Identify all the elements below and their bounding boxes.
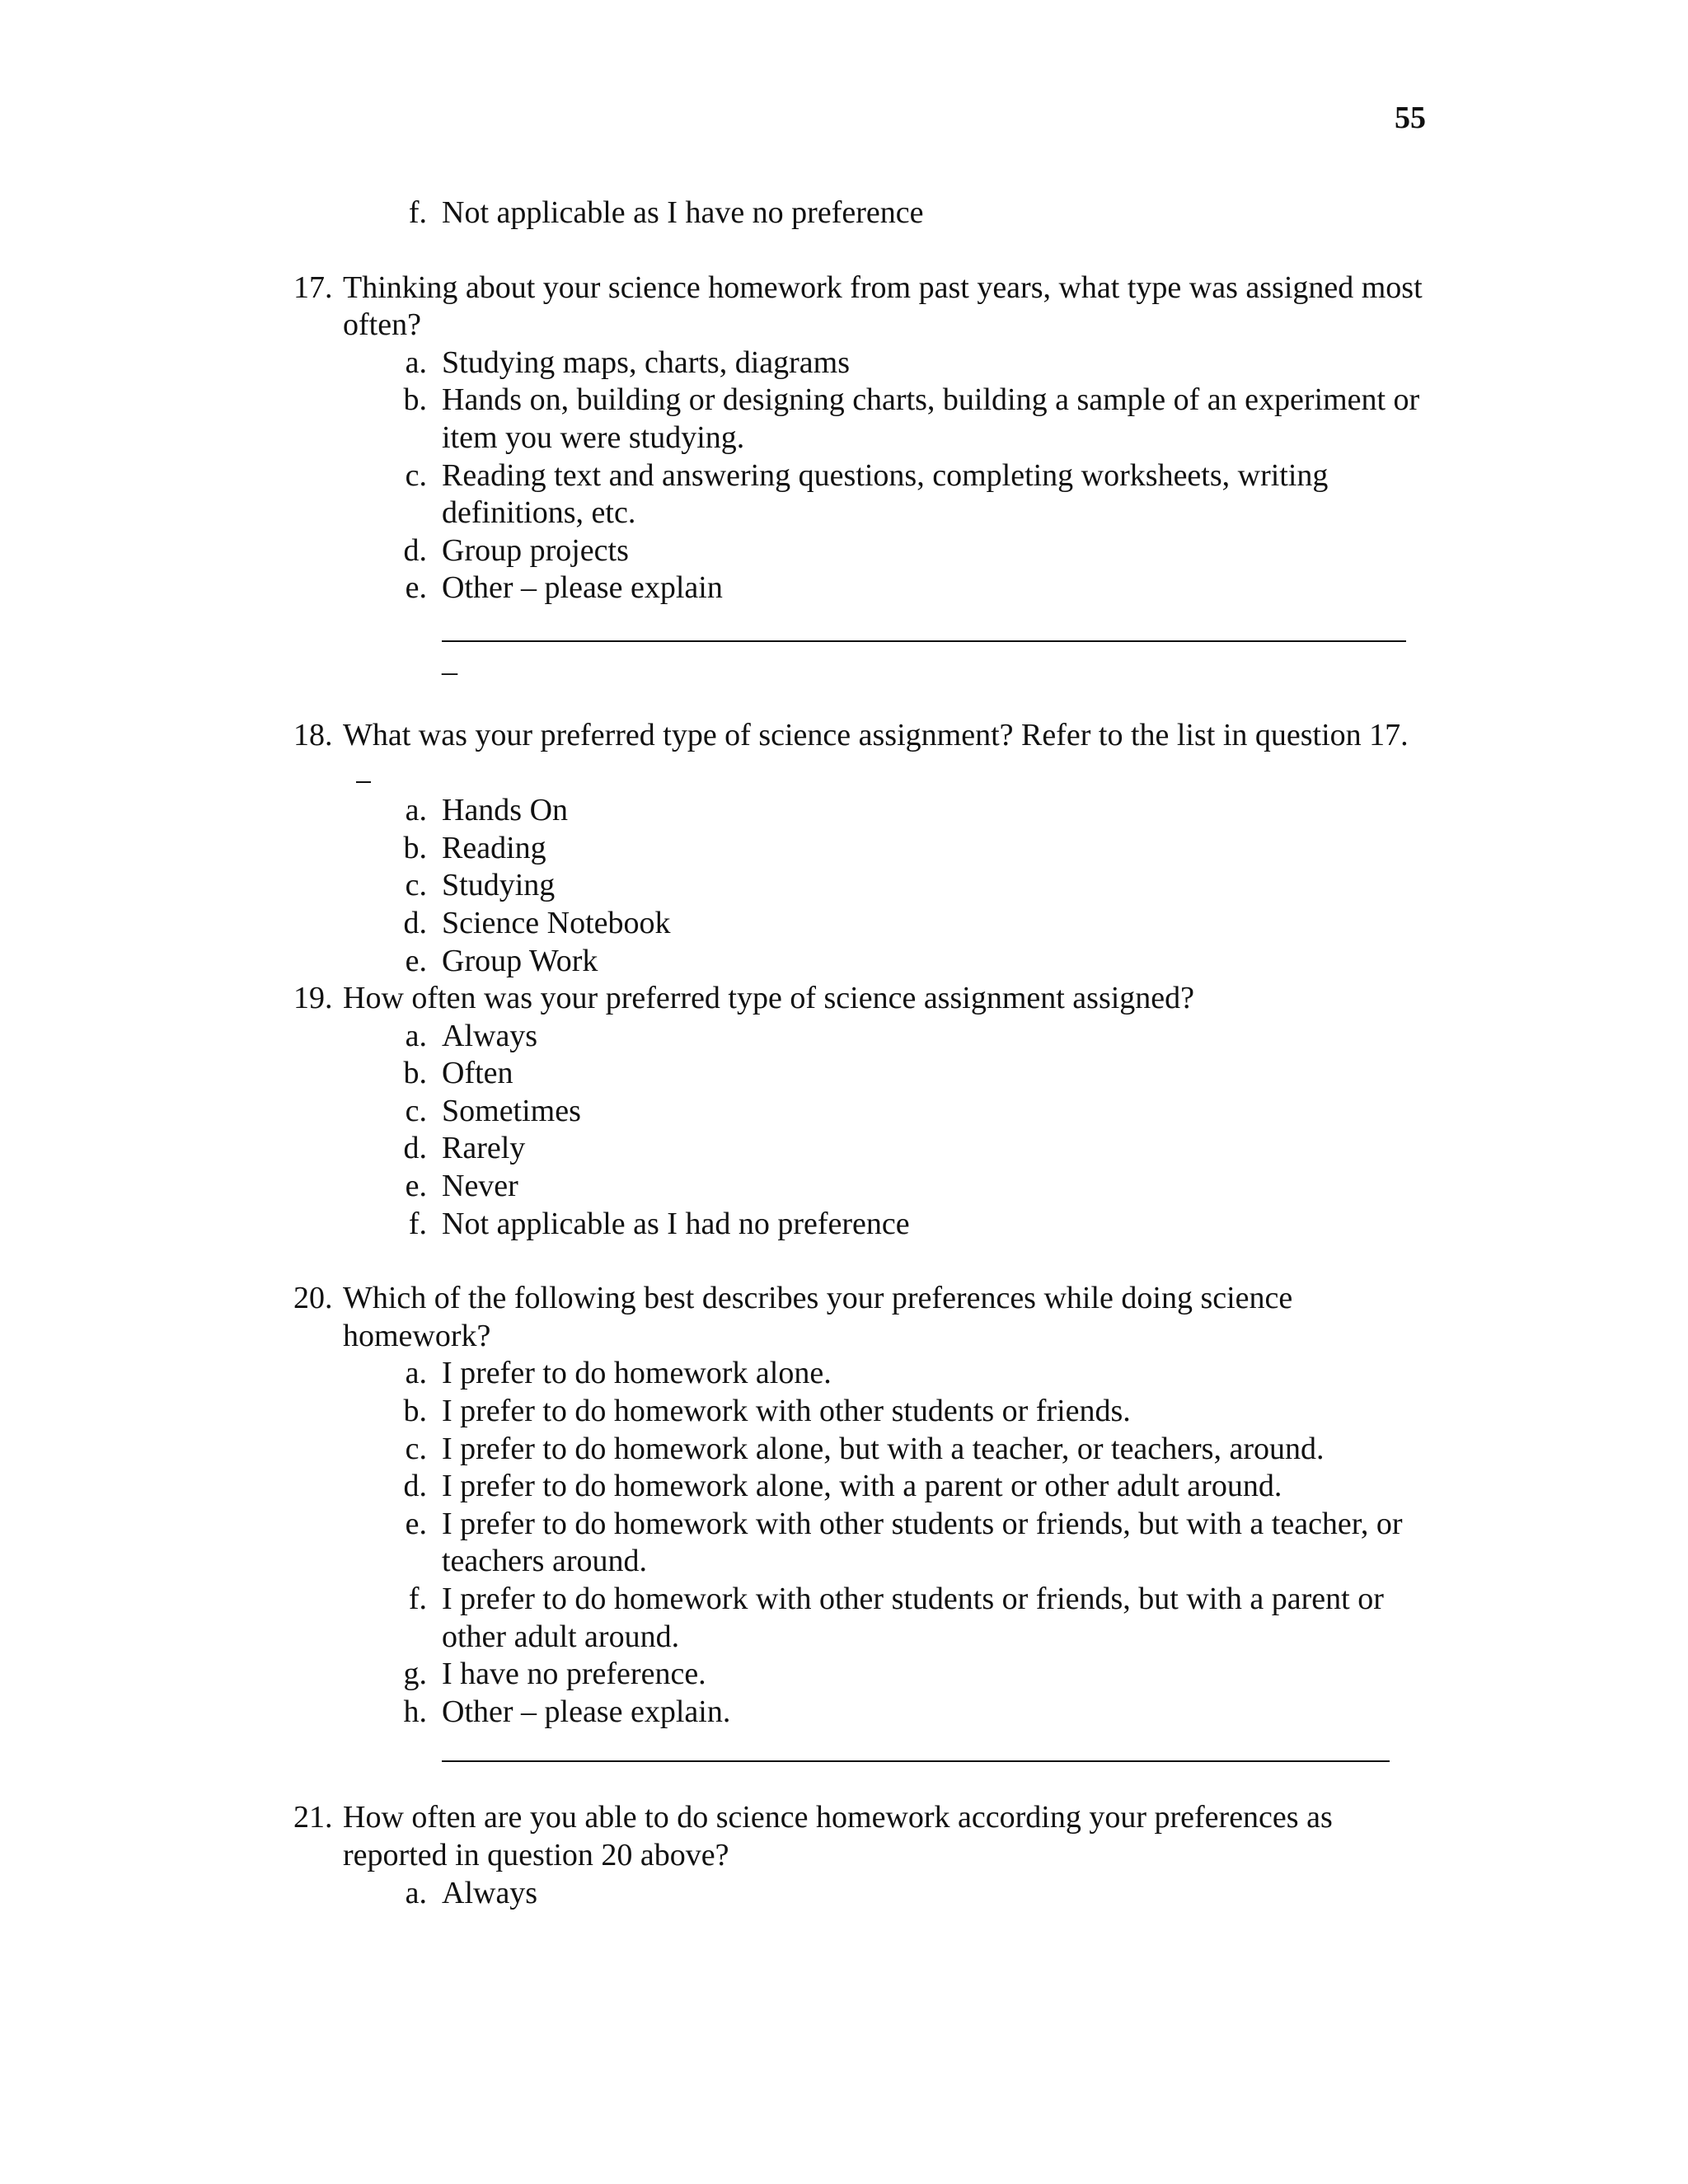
inline-answer-blank[interactable] bbox=[356, 757, 371, 783]
option-letter: f. bbox=[408, 1582, 427, 1616]
question-17 bbox=[293, 269, 1431, 344]
option-17b bbox=[293, 382, 1431, 457]
option-18e bbox=[293, 943, 1431, 981]
option-18c bbox=[293, 867, 1431, 905]
option-letter: c. bbox=[405, 1093, 427, 1128]
option-text: Often bbox=[442, 1056, 513, 1091]
option-text: I have no preference. bbox=[442, 1657, 706, 1692]
option-17a bbox=[293, 344, 1431, 382]
option-18a bbox=[293, 792, 1431, 830]
question-number: 17. bbox=[293, 269, 333, 305]
option-text: I prefer to do homework alone, with a parent or other adult around. bbox=[442, 1469, 1282, 1504]
option-letter: a. bbox=[405, 344, 427, 380]
option-letter: g. bbox=[403, 1657, 427, 1692]
question-21-options bbox=[293, 1875, 1431, 1913]
option-text: Studying maps, charts, diagrams bbox=[442, 344, 850, 380]
option-20g bbox=[293, 1656, 1431, 1694]
option-letter: a. bbox=[405, 1018, 427, 1053]
option-letter: d. bbox=[403, 532, 427, 568]
option-20f bbox=[293, 1581, 1431, 1656]
question-text: How often was your preferred type of science assignment assigned? bbox=[343, 981, 1195, 1016]
question-number: 21. bbox=[293, 1800, 333, 1835]
option-text: Hands on, building or designing charts, building a sample of an experiment or item you were studying. bbox=[442, 382, 1420, 455]
option-text: I prefer to do homework with other students or friends, but with a parent or other adult around. bbox=[442, 1582, 1384, 1654]
option-text: Science Notebook bbox=[442, 905, 671, 940]
option-letter: h. bbox=[403, 1694, 427, 1729]
answer-blank-line[interactable] bbox=[442, 1737, 1390, 1762]
question-20 bbox=[293, 1280, 1431, 1355]
option-19f bbox=[293, 1206, 1431, 1244]
question-text: Which of the following best describes your preferences while doing science homework? bbox=[343, 1281, 1293, 1353]
option-text: Group projects bbox=[442, 532, 629, 568]
option-text: I prefer to do homework alone, but with a teacher, or teachers, around. bbox=[442, 1431, 1325, 1466]
option-letter: c. bbox=[405, 868, 427, 903]
question-text: Thinking about your science homework from past years, what type was assigned most often? bbox=[343, 269, 1423, 343]
option-letter: c. bbox=[405, 1431, 427, 1466]
option-20a bbox=[293, 1355, 1431, 1393]
option-letter: f. bbox=[408, 195, 427, 230]
question-number: 20. bbox=[293, 1281, 333, 1316]
option-letter: b. bbox=[403, 382, 427, 418]
option-text: I prefer to do homework alone. bbox=[442, 1356, 832, 1391]
option-text: Always bbox=[442, 1018, 538, 1053]
option-text: Other – please explain bbox=[442, 570, 723, 606]
option-19a bbox=[293, 1018, 1431, 1056]
question-18-options bbox=[293, 792, 1431, 980]
option-18b bbox=[293, 830, 1431, 868]
answer-blank-tail: _ bbox=[442, 643, 457, 678]
option-letter: d. bbox=[403, 1469, 427, 1504]
option-17c bbox=[293, 457, 1431, 532]
option-17e bbox=[293, 569, 1431, 607]
option-text: Other – please explain. bbox=[442, 1694, 731, 1729]
option-18d bbox=[293, 905, 1431, 943]
questionnaire bbox=[293, 194, 1431, 1912]
question-text: What was your preferred type of science assignment? Refer to the list in question 17. bbox=[343, 717, 1409, 752]
option-21a bbox=[293, 1875, 1431, 1913]
option-text: Not applicable as I have no preference bbox=[442, 195, 924, 230]
question-18 bbox=[293, 717, 1431, 792]
option-20d bbox=[293, 1468, 1431, 1506]
option-text: Always bbox=[442, 1875, 538, 1910]
option-17d bbox=[293, 532, 1431, 570]
option-text: Sometimes bbox=[442, 1093, 581, 1128]
question-21 bbox=[293, 1799, 1431, 1874]
option-text: Group Work bbox=[442, 943, 598, 978]
option-letter: a. bbox=[405, 1356, 427, 1391]
question-17-options bbox=[293, 344, 1431, 607]
option-letter: e. bbox=[405, 1169, 427, 1204]
question-number: 19. bbox=[293, 981, 333, 1016]
option-19d bbox=[293, 1130, 1431, 1168]
option-19e bbox=[293, 1168, 1431, 1206]
option-19b bbox=[293, 1055, 1431, 1093]
option-20b bbox=[293, 1393, 1431, 1431]
option-letter: b. bbox=[403, 1056, 427, 1091]
question-20-options bbox=[293, 1355, 1431, 1731]
option-20h bbox=[293, 1694, 1431, 1732]
option-20e bbox=[293, 1506, 1431, 1581]
option-letter: e. bbox=[405, 943, 427, 978]
option-letter: a. bbox=[405, 1875, 427, 1910]
option-letter: f. bbox=[408, 1206, 427, 1241]
question-text: How often are you able to do science homework according your preferences as reported in question 20 above? bbox=[343, 1800, 1333, 1872]
option-text: Not applicable as I had no preference bbox=[442, 1206, 910, 1241]
option-letter: b. bbox=[403, 830, 427, 865]
option-letter: d. bbox=[403, 905, 427, 940]
option-letter: d. bbox=[403, 1131, 427, 1166]
page-number: 55 bbox=[1395, 101, 1426, 135]
option-text: Hands On bbox=[442, 793, 569, 828]
option-letter: a. bbox=[405, 793, 427, 828]
option-text: Reading text and answering questions, completing worksheets, writing definitions, etc. bbox=[442, 457, 1329, 531]
option-letter: e. bbox=[405, 1506, 427, 1541]
option-text: Rarely bbox=[442, 1131, 526, 1166]
option-letter: b. bbox=[403, 1394, 427, 1429]
option-letter: c. bbox=[405, 457, 427, 493]
question-19-options bbox=[293, 1018, 1431, 1244]
option-text: I prefer to do homework with other students or friends, but with a teacher, or teachers around. bbox=[442, 1506, 1403, 1579]
option-letter: e. bbox=[405, 570, 427, 606]
answer-blank-line[interactable] bbox=[442, 617, 1406, 642]
option-text: I prefer to do homework with other students or friends. bbox=[442, 1394, 1131, 1429]
option-text: Studying bbox=[442, 868, 556, 903]
option-text: Never bbox=[442, 1169, 518, 1204]
carryover-option bbox=[293, 194, 1431, 232]
question-19 bbox=[293, 980, 1431, 1018]
option-20c bbox=[293, 1431, 1431, 1469]
question-number: 18. bbox=[293, 717, 333, 752]
option-text: Reading bbox=[442, 830, 546, 865]
option-19c bbox=[293, 1093, 1431, 1131]
